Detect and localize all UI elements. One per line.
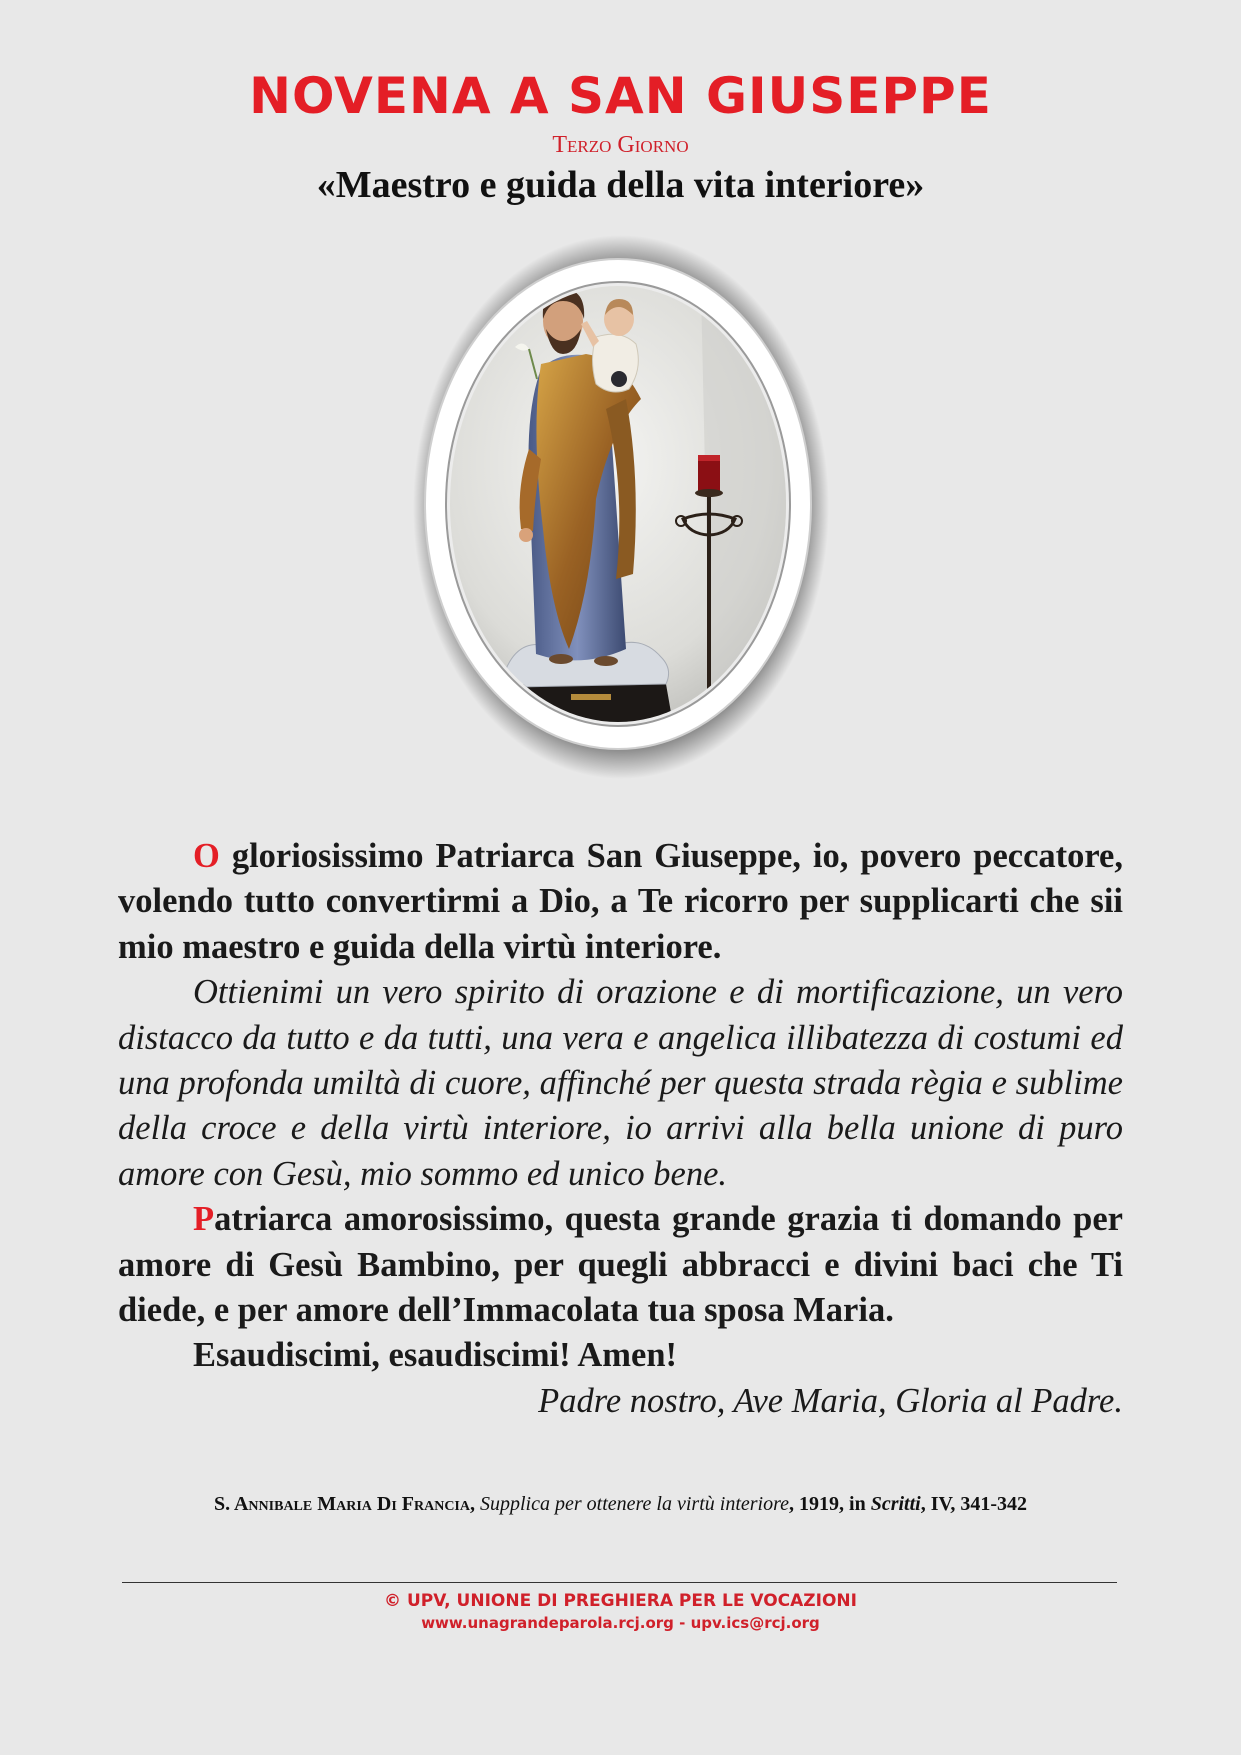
day-label: Terzo Giorno — [552, 132, 689, 158]
source-work: Supplica per ottenere la virtù interiore — [480, 1493, 790, 1515]
page-title: NOVENA A SAN GIUSEPPE — [249, 67, 992, 125]
prayer-p3-text: atriarca amorosissimo, questa grande grazia ti domando per amore di Gesù Bambino, per quegli abbracci e divini baci che Ti diede, e per amore dell’Immacolata tua sposa Maria. — [118, 1200, 1123, 1330]
page-subtitle: «Maestro e guida della vita interiore» — [316, 164, 925, 206]
source-citation: S. Annibale Maria Di Francia, Supplica per ottenere la virtù interiore, 1919, in Scritti, IV, 341-342 — [213, 1493, 1028, 1515]
prayer-paragraph-1 — [118, 834, 1123, 970]
initial-p: P — [193, 1200, 215, 1239]
prayer-paragraph-4: Esaudiscimi, esaudiscimi! Amen! — [193, 1336, 677, 1375]
initial-o: O — [193, 837, 220, 875]
prayer-paragraph-2: Ottienimi un vero spirito di orazione e di mortificazione, un vero distacco da tutto e da tutti, una vera e angelica illibatezza di costumi ed una profonda umiltà di cuore, affinché per questa strada règia e sublime della croce e della virtù interiore, io arrivi alla bella unione di puro amore con Gesù, mio sommo ed unico bene. — [118, 973, 1123, 1193]
saint-joseph-portrait — [411, 229, 831, 784]
source-author: S. Annibale Maria Di Francia — [213, 1493, 470, 1515]
footer-contact: www.unagrandeparola.rcj.org - upv.ics@rcj.org — [421, 1614, 820, 1632]
footer-org: © UPV, UNIONE DI PREGHIERA PER LE VOCAZIONI — [384, 1591, 857, 1611]
source-ref: , IV, 341-342 — [920, 1493, 1028, 1515]
prayer-paragraph-3 — [118, 1197, 1123, 1333]
source-year: , 1919, in — [789, 1493, 871, 1515]
prayer-closing: Padre nostro, Ave Maria, Gloria al Padre. — [538, 1381, 1123, 1420]
footer-divider — [122, 1582, 1117, 1583]
prayer-p1-text: gloriosissimo Patriarca San Giuseppe, io, povero peccatore, volendo tutto convertirmi a Dio, a Te ricorro per supplicarti che sii mio maestro e guida della virtù interiore. — [118, 837, 1123, 966]
source-collection: Scritti — [870, 1493, 921, 1515]
prayer-text — [118, 834, 1123, 1424]
